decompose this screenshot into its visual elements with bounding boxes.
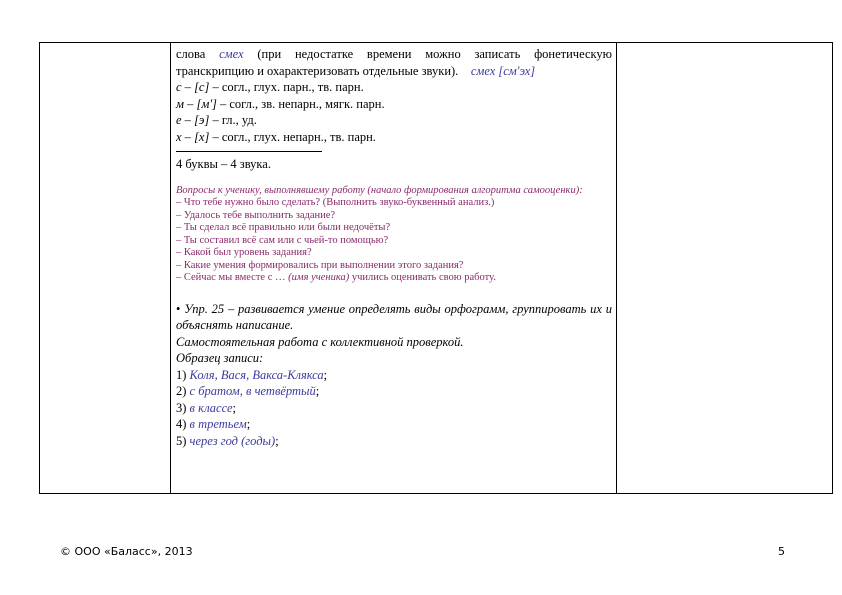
- copyright: © ООО «Баласс», 2013: [60, 545, 193, 558]
- num: 1): [176, 367, 190, 382]
- num: 2): [176, 384, 190, 398]
- sample-text: с братом, в четвёртый: [189, 384, 316, 398]
- questions-header: Вопросы к ученику, выполнявшему работу (начало формирования алгоритма самооценки):: [176, 184, 583, 196]
- punct: ;: [246, 417, 251, 431]
- sample-text: через год (годы): [189, 433, 276, 448]
- punct: ;: [315, 384, 320, 398]
- sample-item: [176, 400, 612, 417]
- sample-heading: Образец записи:: [176, 351, 264, 365]
- page-number: 5: [778, 545, 785, 558]
- sound-line: [176, 79, 612, 96]
- text: (при недостатке времени можно записать фонетическую: [243, 47, 612, 61]
- letter: м –: [176, 96, 197, 111]
- table-cell-main: [171, 43, 617, 493]
- num: 5): [176, 433, 190, 448]
- sample-text: в классе: [189, 400, 233, 415]
- sound: [э]: [194, 113, 210, 127]
- sound-line: [176, 129, 612, 146]
- sound: [с]: [194, 80, 210, 94]
- sample-item: [176, 383, 612, 400]
- text: транскрипцию и охарактеризовать отдельные звуки).: [176, 63, 459, 78]
- spacer: [176, 285, 612, 301]
- num: 3): [176, 400, 190, 415]
- transcription: смех [см'эх]: [470, 63, 536, 78]
- table-cell-left: [40, 43, 171, 493]
- example-word: смех: [219, 47, 244, 61]
- sound-line: [176, 96, 612, 113]
- text: Упр. 25 – развивается умение определять виды орфограмм, группировать их и объяснять написание.: [176, 301, 612, 332]
- punct: ;: [275, 433, 279, 448]
- sound-line: [176, 112, 612, 129]
- text: – Сейчас мы вместе с …: [176, 272, 289, 283]
- question-item: – Ты сделал всё правильно или были недочёты?: [176, 222, 391, 233]
- question-item: – Какой был уровень задания?: [176, 247, 312, 258]
- exercise-mode: Самостоятельная работа с коллективной проверкой.: [176, 334, 464, 349]
- divider: [176, 151, 322, 152]
- text: учились оценивать свою работу.: [349, 272, 496, 283]
- bullet-icon: •: [176, 301, 181, 316]
- sound: [м']: [196, 96, 217, 111]
- question-item: – Какие умения формировались при выполнении этого задания?: [176, 259, 464, 271]
- sound-desc: – согл., глух. парн., тв. парн.: [209, 80, 364, 94]
- text: слова: [176, 47, 220, 61]
- sound-desc: – согл., глух. непарн., тв. парн.: [209, 129, 376, 144]
- sound-desc: – согл., зв. непарн., мягк. парн.: [216, 96, 385, 111]
- table-cell-right: [617, 43, 832, 493]
- sound-desc: – гл., уд.: [209, 113, 257, 127]
- paragraph-intro: [176, 46, 612, 79]
- sample-text: в третьем: [189, 417, 247, 431]
- sample-item: [176, 367, 612, 384]
- sample-item: [176, 416, 612, 433]
- question-item: – Ты составил всё сам или с чьей-то помощью?: [176, 234, 389, 246]
- letter: е –: [176, 113, 195, 127]
- sample-text: Коля, Вася, Вакса-Клякса: [189, 367, 324, 382]
- spacer: [176, 173, 612, 185]
- letter-count: 4 буквы – 4 звука.: [176, 157, 271, 171]
- sound: [х]: [194, 129, 210, 144]
- letter: х –: [176, 129, 195, 144]
- exercise-title: [176, 301, 612, 334]
- num: 4): [176, 417, 190, 431]
- letter: с –: [176, 80, 195, 94]
- question-item: [176, 272, 612, 285]
- question-item: – Что тебе нужно было сделать? (Выполнить звуко-буквенный анализ.): [176, 197, 495, 208]
- lesson-table: [39, 42, 833, 494]
- punct: ;: [323, 367, 328, 382]
- sample-item: [176, 433, 612, 450]
- question-item: – Удалось тебе выполнить задание?: [176, 209, 336, 221]
- text: (имя ученика): [288, 272, 350, 283]
- punct: ;: [232, 400, 237, 415]
